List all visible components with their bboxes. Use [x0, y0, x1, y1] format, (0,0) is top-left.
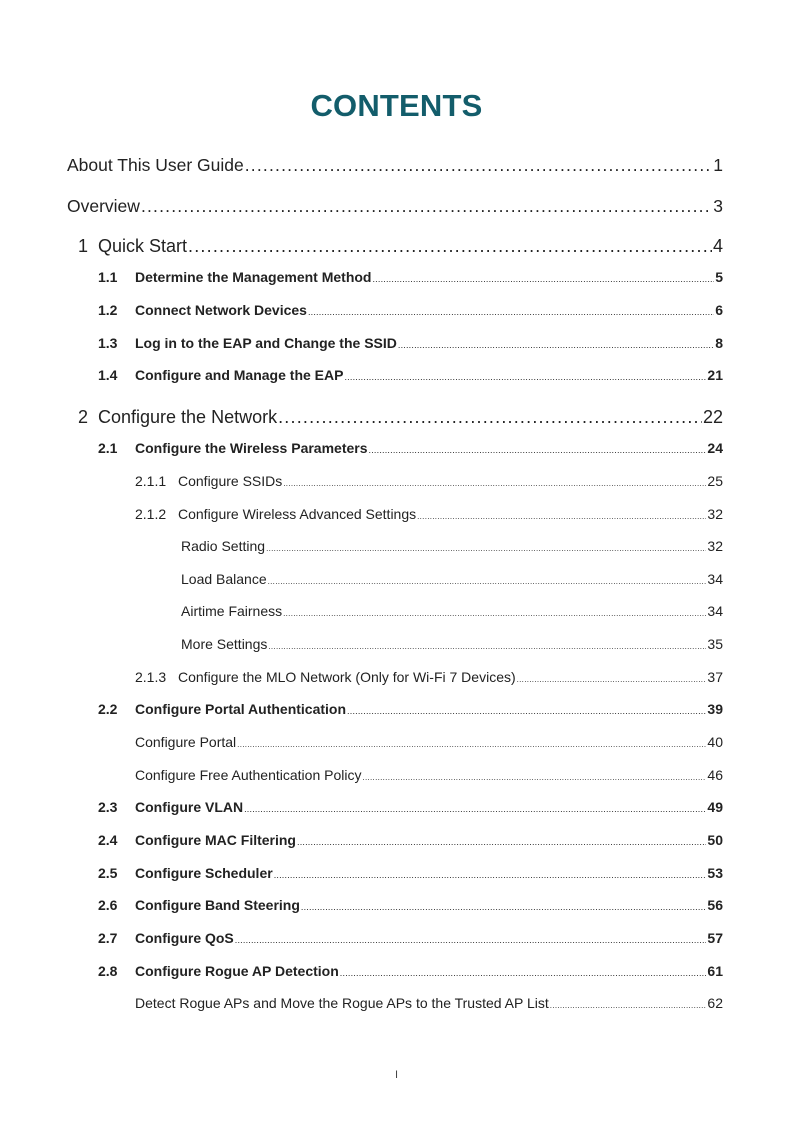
toc-entry[interactable] [98, 930, 723, 946]
toc-label: Configure Rogue AP Detection [135, 963, 339, 979]
toc-page: 61 [707, 963, 723, 979]
toc-number: 2.7 [98, 930, 118, 946]
dot-leader [369, 440, 707, 456]
toc-page: 22 [702, 407, 723, 427]
dot-leader [517, 669, 707, 685]
dot-leader [268, 571, 707, 587]
dot-leader [274, 865, 707, 881]
toc-label: Configure Portal Authentication [135, 701, 347, 717]
toc-entry[interactable] [135, 669, 723, 685]
page-number: I [394, 1069, 399, 1081]
toc-label: Configure Free Authentication Policy [135, 767, 362, 783]
dot-leader [344, 367, 706, 383]
toc-label: Detect Rogue APs and Move the Rogue APs to the Trusted AP List [135, 995, 549, 1011]
toc-label: Airtime Fairness [181, 603, 283, 619]
toc-page: 25 [707, 473, 723, 489]
toc-label: Load Balance [181, 571, 267, 587]
toc-number: 2 [78, 407, 89, 427]
toc-label: Configure Wireless Advanced Settings [178, 506, 417, 522]
toc-page: 49 [707, 799, 723, 815]
toc-page: 8 [715, 335, 723, 351]
toc-label: Quick Start [98, 236, 188, 256]
toc-page: 40 [707, 734, 723, 750]
toc-entry[interactable] [67, 155, 723, 176]
toc-number: 2.1.1 [135, 473, 167, 489]
toc-page: 1 [713, 155, 723, 175]
toc-page: 39 [707, 701, 723, 717]
toc-label: Determine the Management Method [135, 269, 372, 285]
toc-number: 2.1.3 [135, 669, 167, 685]
toc-entry[interactable] [98, 963, 723, 979]
toc-entry[interactable] [98, 865, 723, 881]
toc-entry[interactable] [98, 302, 723, 318]
dot-leader [308, 302, 714, 318]
dot-leader [244, 799, 706, 815]
toc-page: 35 [707, 636, 723, 652]
dot-leader [268, 636, 706, 652]
toc-page: 32 [707, 506, 723, 522]
toc-entry[interactable] [98, 832, 723, 848]
toc-label: Configure Band Steering [135, 897, 300, 913]
toc-label: Configure and Manage the EAP [135, 367, 344, 383]
toc-number: 1.2 [98, 302, 118, 318]
dot-leader [188, 236, 712, 257]
toc-label: Configure the MLO Network (Only for Wi-Fi 7 Devices) [178, 669, 516, 685]
toc-number: 2.6 [98, 897, 118, 913]
toc-page: 6 [715, 302, 723, 318]
toc-label: Configure QoS [135, 930, 234, 946]
toc-number: 2.8 [98, 963, 118, 979]
dot-leader [398, 335, 714, 351]
dot-leader [245, 155, 713, 176]
toc-entry[interactable] [135, 767, 723, 783]
toc-number: 2.1.2 [135, 506, 167, 522]
toc-page: 3 [713, 196, 723, 216]
toc-page: 46 [707, 767, 723, 783]
toc-number: 1.4 [98, 367, 118, 383]
dot-leader [347, 701, 706, 717]
dot-leader [283, 603, 706, 619]
toc-number: 2.4 [98, 832, 118, 848]
dot-leader [550, 995, 707, 1011]
toc-entry[interactable] [98, 367, 723, 383]
toc-number: 1.3 [98, 335, 118, 351]
toc-page: 37 [707, 669, 723, 685]
dot-leader [235, 930, 707, 946]
toc-label: Configure Scheduler [135, 865, 273, 881]
toc-page: 53 [707, 865, 723, 881]
toc-entry[interactable] [135, 473, 723, 489]
toc-entry[interactable] [67, 196, 723, 217]
toc-label: Configure MAC Filtering [135, 832, 296, 848]
toc-page: 21 [707, 367, 723, 383]
toc-entry[interactable] [78, 236, 723, 257]
toc-entry[interactable] [181, 636, 723, 652]
toc-page: 32 [707, 538, 723, 554]
toc-entry[interactable] [98, 440, 723, 456]
toc-label: Configure the Wireless Parameters [135, 440, 368, 456]
toc-entry[interactable] [181, 571, 723, 587]
dot-leader [301, 897, 707, 913]
toc-label: Configure the Network [98, 407, 278, 427]
toc-page: 4 [712, 236, 723, 256]
dot-leader [283, 473, 706, 489]
toc-page: 5 [715, 269, 723, 285]
toc-number: 2.2 [98, 701, 118, 717]
dot-leader [417, 506, 706, 522]
toc-entry[interactable] [98, 335, 723, 351]
dot-leader [297, 832, 706, 848]
toc-number: 2.3 [98, 799, 118, 815]
toc-number: 2.1 [98, 440, 118, 456]
toc-page: 56 [707, 897, 723, 913]
dot-leader [237, 734, 706, 750]
dot-leader [372, 269, 714, 285]
toc-entry[interactable] [78, 407, 723, 428]
toc-label: Overview [67, 196, 140, 216]
page-title: CONTENTS [310, 88, 483, 123]
dot-leader [340, 963, 707, 979]
toc-label: Radio Setting [181, 538, 266, 554]
toc-label: Configure Portal [135, 734, 237, 750]
toc-page: 24 [707, 440, 723, 456]
dot-leader [141, 196, 712, 217]
toc-entry[interactable] [135, 506, 723, 522]
toc-page: 34 [707, 603, 723, 619]
toc-number: 1 [78, 236, 89, 256]
toc-page: 34 [707, 571, 723, 587]
toc-label: Configure VLAN [135, 799, 244, 815]
toc-entry[interactable] [98, 799, 723, 815]
toc-entry[interactable] [98, 701, 723, 717]
dot-leader [278, 407, 702, 428]
toc-label: Configure SSIDs [178, 473, 283, 489]
toc-page: 62 [707, 995, 723, 1011]
toc-entry[interactable] [181, 538, 723, 554]
toc-number: 2.5 [98, 865, 118, 881]
toc-entry[interactable] [98, 897, 723, 913]
toc-label: About This User Guide [67, 155, 244, 175]
toc-label: Connect Network Devices [135, 302, 307, 318]
toc-entry[interactable] [135, 734, 723, 750]
toc-entry[interactable] [135, 995, 723, 1011]
toc-page: 50 [707, 832, 723, 848]
toc-entry[interactable] [181, 603, 723, 619]
toc-label: Log in to the EAP and Change the SSID [135, 335, 397, 351]
toc-entry[interactable] [98, 269, 723, 285]
toc-label: More Settings [181, 636, 268, 652]
dot-leader [362, 767, 706, 783]
toc-number: 1.1 [98, 269, 118, 285]
dot-leader [266, 538, 706, 554]
toc-page: 57 [707, 930, 723, 946]
